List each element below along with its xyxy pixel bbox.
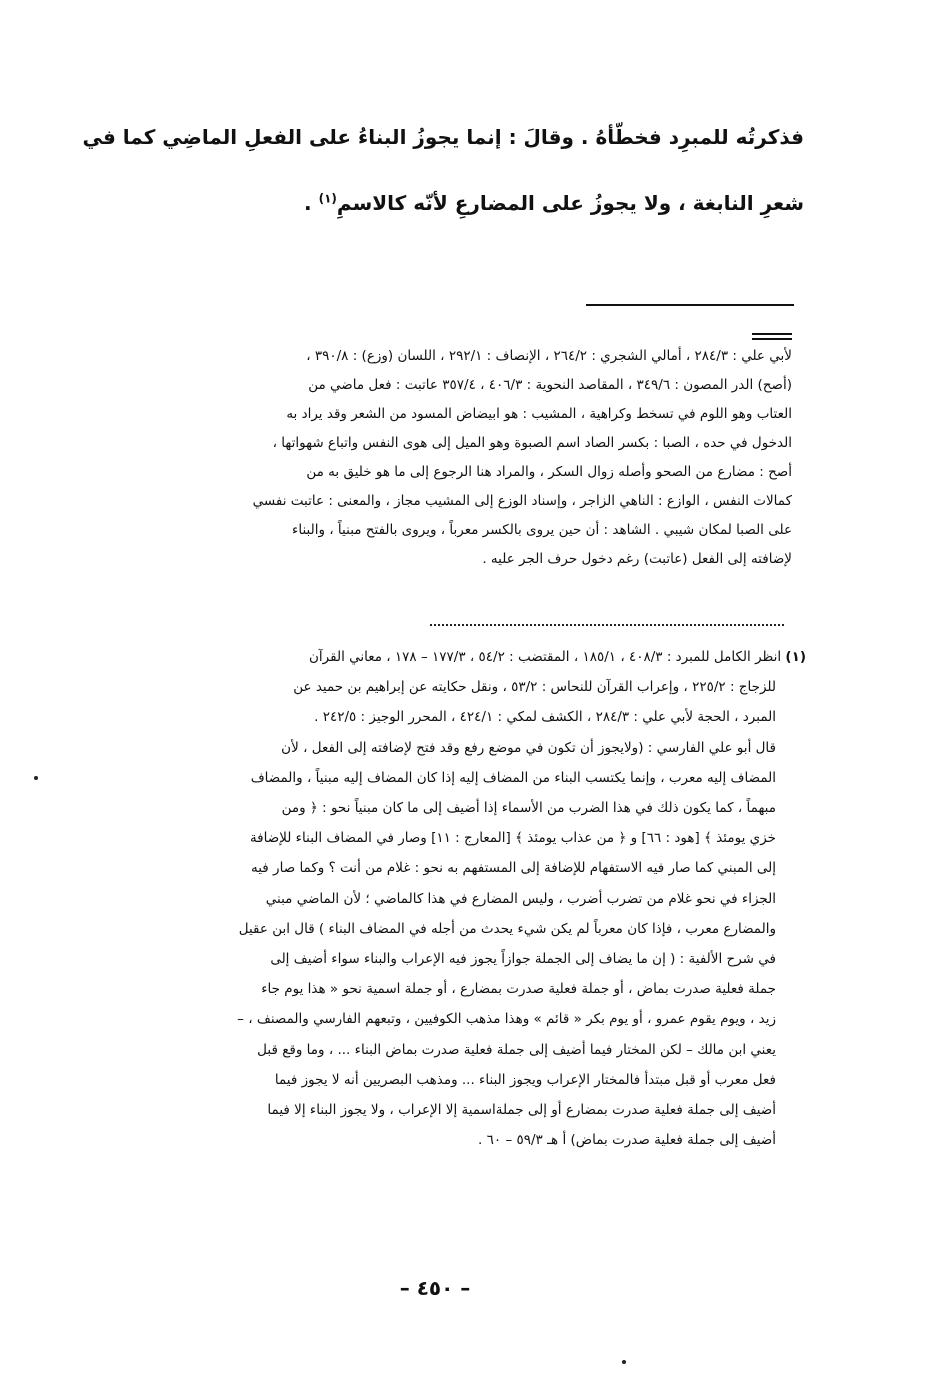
page-number: – ٤٥٠ – — [399, 1276, 471, 1300]
footnote-1-number: (١) — [785, 649, 806, 665]
main-text-line-2-body: شعرِ النابغة ، ولا يجوزُ على المضارعِ لأنّه كالاسمِ — [336, 191, 804, 215]
footnote-continuation-line: (أصح) الدر المصون : ٣٤٩/٦ ، المقاصد النحوية : ٤٠٦/٣ ، ٣٥٧/٤ عاتبت : فعل ماضي من — [308, 377, 792, 393]
footnote-continuation-line: أصح : مضارع من الصحو وأصله زوال السكر ، والمراد هنا الرجوع إلى ما هو خليق به من — [306, 464, 792, 480]
footnote-1-line: المضاف إليه معرب ، وإنما يكتسب البناء من المضاف إليه إذا كان المضاف إليه مبنياً ، والمضاف — [250, 769, 776, 786]
footnote-1-first-line — [96, 642, 806, 672]
footnote-1-line: أضيف إلى جملة فعلية صدرت بماض) أ هـ ٥٩/٣ – ٦٠ . — [478, 1132, 776, 1149]
footnote-continuation — [100, 342, 792, 574]
footnote-1-line: في شرح الألفية : ( إن ما يضاف إلى الجملة جوازاً يجوز فيه الإعراب والبناء سواء أضيف إلى — [270, 951, 776, 968]
footnote-continuation-line: لأبي علي : ٢٨٤/٣ ، أمالي الشجري : ٢٦٤/٢ ، الإنصاف : ٢٩٢/١ ، اللسان (وزع) : ٣٩٠/٨ ، — [306, 348, 792, 364]
main-text-line-2-end: . — [304, 191, 319, 215]
footnote-1-line: زيد ، ويوم يقوم عمرو ، أو يوم بكر « قائم » وهذا مذهب الكوفيين ، وتبعهم الفارسي والمصنف ، – — [237, 1011, 776, 1028]
footnote-1-line: مبهماً ، كما يكون ذلك في هذا الضرب من الأسماء إذا أضيف إلى ما كان مبنياً نحو : ﴿ ومن — [281, 800, 776, 817]
footnote-1-line: قال أبو علي الفارسي : (ولايجوز أن تكون في موضع رفع وقد فتح لإضافته إلى الفعل ، لأن — [281, 739, 776, 756]
main-body-text — [82, 104, 804, 236]
scan-speck — [622, 1360, 626, 1364]
footnote-1-line: والمضارع معرب ، فإذا كان معرباً لم يكن شيء يحدث من أجله في المضاف البناء ) قال ابن عقيل — [238, 920, 776, 937]
footnote-continuation-line: على الصبا لمكان شيبي . الشاهد : أن حين يروى بالكسر معرباً ، ويروى بالفتح مبنياً ، والبناء — [292, 522, 792, 538]
footnote-1-line: المبرد ، الحجة لأبي علي : ٢٨٤/٣ ، الكشف لمكي : ٤٢٤/١ ، المحرر الوجيز : ٢٤٢/٥ . — [314, 709, 776, 726]
footnote-dotted-separator — [430, 624, 784, 626]
continuation-mark-top — [752, 333, 792, 335]
continuation-mark-bottom — [752, 338, 792, 340]
footnote-continuation-line: لإضافته إلى الفعل (عاتبت) رغم دخول حرف الجر عليه . — [482, 551, 792, 567]
scan-speck — [34, 776, 38, 780]
footnote-continuation-line: كمالات النفس ، الوازع : الناهي الزاجر ، وإسناد الوزع إلى المشيب مجاز ، والمعنى : عاتبت نفسي — [252, 493, 792, 509]
footnote-marker-1: (١) — [318, 191, 337, 206]
footnote-continuation-line: الدخول في حده ، الصبا : بكسر الصاد اسم الصبوة وهو الميل إلى هوى النفس واتباع شهواتها ، — [272, 435, 792, 451]
footnote-1-line: فعل معرب أو قبل مبتدأ فالمختار الإعراب ويجوز البناء ... ومذهب البصريين أنه لا يجوز فيما — [274, 1071, 776, 1088]
footnote-separator — [586, 304, 794, 306]
main-text-line-1: فذكرتُه للمبرِد فخطّأهُ . وقالَ : إنما يجوزُ البناءُ على الفعلِ الماضِي كما في — [82, 125, 804, 149]
footnote-1-line: أضيف إلى جملة فعلية صدرت بمضارع أو إلى جملةاسمية إلا الإعراب ، ولا يجوز البناء إلا فيما — [267, 1102, 776, 1119]
footnote-continuation-line: العتاب وهو اللوم في تسخط وكراهية ، المشيب : هو ابيضاض المسود من الشعر وقد يراد به — [286, 406, 792, 422]
main-text-line-2 — [90, 170, 804, 236]
footnote-1-line: جملة فعلية صدرت بماض ، أو جملة فعلية صدرت بمضارع ، أو جملة اسمية نحو « هذا يوم جاء — [261, 981, 776, 998]
footnote-1-line: الجزاء في نحو غلام من تضرب أضرب ، وليس المضارع في هذا كالماضي ؛ لأن الماضي مبني — [265, 890, 776, 907]
footnote-1-line: للزجاج : ٢٢٥/٢ ، وإعراب القرآن للنحاس : ٥٣/٢ ، ونقل حكايته عن إبراهيم بن حميد عن — [293, 679, 776, 696]
footnote-1-first-text: انظر الكامل للمبرد : ٤٠٨/٣ ، ١٨٥/١ ، المقتضب : ٥٤/٢ ، ١٧٧/٣ – ١٧٨ ، معاني القرآن — [309, 649, 786, 665]
footnote-1-line: إلى المبني كما صار فيه الاستفهام للإضافة إلى المستفهم به نحو : غلام من أنت ؟ وكما صار فيه — [251, 860, 776, 877]
footnote-1-line: خزي يومئذ ﴾ [هود : ٦٦] و ﴿ من عذاب يومئذ ﴾ [المعارج : ١١] وصار في المضاف البناء للإضافة — [249, 830, 776, 847]
footnote-1 — [96, 642, 806, 1155]
footnote-1-line: يعني ابن مالك – لكن المختار فيما أضيف إلى جملة فعلية صدرت بماض البناء ... ، وما وقع قبل — [257, 1041, 776, 1058]
